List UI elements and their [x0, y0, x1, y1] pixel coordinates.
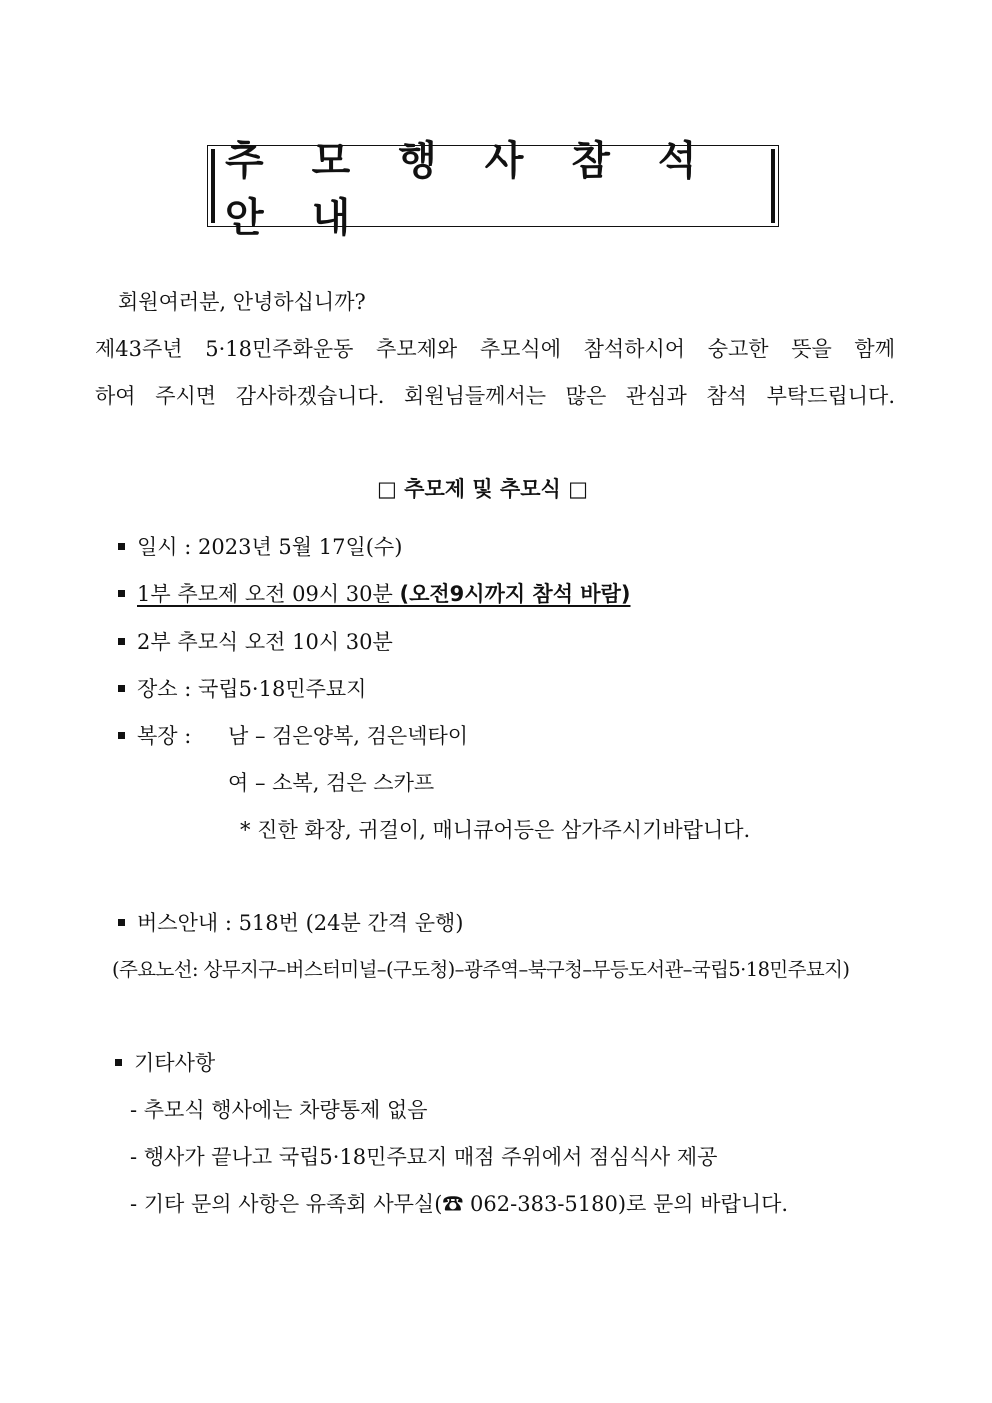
part1-arrival-note: (오전9시까지 참석 바람) [399, 582, 631, 606]
bullet-icon [118, 732, 125, 739]
etc-heading-item [115, 1047, 215, 1077]
part1-text [137, 582, 630, 606]
dress-note: * 진한 화장, 귀걸이, 매니큐어등은 삼가주시기바랍니다. [240, 818, 751, 842]
bus-item [118, 907, 464, 937]
part1-time: 1부 추모제 오전 09시 30분 [137, 582, 400, 606]
part2-text: 2부 추모식 오전 10시 30분 [137, 630, 393, 654]
date-text: 일시 : 2023년 5월 17일(수) [137, 535, 403, 559]
bullet-icon [118, 590, 125, 597]
title-box [207, 138, 779, 241]
bullet-icon [115, 1059, 122, 1066]
greeting: 회원여러분, 안녕하십니까? [118, 290, 366, 314]
etc-heading: 기타사항 [134, 1051, 216, 1075]
part2-item [118, 626, 393, 656]
bullet-icon [118, 919, 125, 926]
place-item [118, 673, 366, 703]
etc-line-1: - 추모식 행사에는 차량통제 없음 [130, 1098, 428, 1122]
dress-label: 복장 : [137, 724, 192, 748]
document-title: 추 모 행 사 참 석 안 내 [225, 138, 714, 241]
etc-line-2: - 행사가 끝나고 국립5·18민주묘지 매점 주위에서 점심식사 제공 [130, 1145, 718, 1169]
etc-line-3: - 기타 문의 사항은 유족회 사무실(☎ 062-383-5180)로 문의 바랍니다. [130, 1192, 789, 1216]
intro-line-1: 제43주년 5·18민주화운동 추모제와 추모식에 참석하시어 숭고한 뜻을 함께 [95, 337, 895, 361]
intro-line-2: 하여 주시면 감사하겠습니다. 회원님들께서는 많은 관심과 참석 부탁드립니다. [95, 384, 895, 408]
section-heading: □ 추모제 및 추모식 □ [377, 477, 588, 501]
dress-men: 남 – 검은양복, 검은넥타이 [228, 724, 469, 748]
dress-women: 여 – 소복, 검은 스카프 [228, 771, 435, 795]
bus-route: (주요노선: 상무지구–버스터미널–(구도청)–광주역–북구청–무등도서관–국립5·18민주묘지) [112, 958, 850, 981]
bullet-icon [118, 638, 125, 645]
bullet-icon [118, 685, 125, 692]
place-text: 장소 : 국립5·18민주묘지 [137, 677, 367, 701]
dress-item [118, 720, 191, 750]
date-item [118, 531, 402, 561]
bus-info: 버스안내 : 518번 (24분 간격 운행) [137, 911, 464, 935]
part1-item [118, 578, 630, 608]
bullet-icon [118, 543, 125, 550]
